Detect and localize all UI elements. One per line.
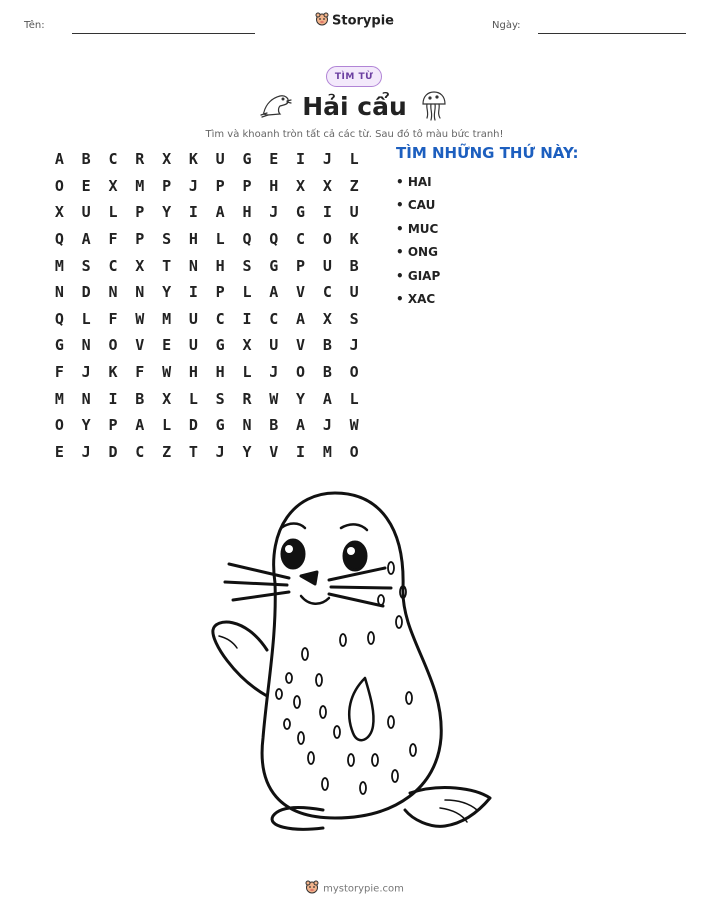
grid-letter: L bbox=[215, 230, 225, 249]
grid-letter: Q bbox=[54, 230, 64, 249]
activity-badge: TÌM TỪ bbox=[326, 66, 382, 87]
seal-coloring-illustration bbox=[205, 488, 505, 842]
grid-letter: S bbox=[81, 256, 91, 275]
grid-letter: H bbox=[242, 203, 252, 222]
grid-letter: D bbox=[81, 283, 91, 302]
grid-letter: F bbox=[54, 363, 64, 382]
grid-letter: E bbox=[54, 442, 64, 461]
grid-letter: H bbox=[269, 176, 279, 195]
grid-letter: E bbox=[269, 150, 279, 169]
grid-letter: Q bbox=[242, 230, 252, 249]
grid-letter: J bbox=[188, 176, 198, 195]
grid-letter: G bbox=[54, 336, 64, 355]
grid-letter: P bbox=[108, 416, 118, 435]
grid-letter: J bbox=[322, 416, 332, 435]
grid-letter: N bbox=[188, 256, 198, 275]
grid-row bbox=[46, 412, 368, 439]
word-item: • ONG bbox=[396, 245, 438, 260]
grid-row bbox=[46, 359, 368, 386]
grid-letter: N bbox=[135, 283, 145, 302]
grid-letter: W bbox=[162, 363, 172, 382]
grid-row bbox=[46, 226, 368, 253]
grid-letter: O bbox=[54, 176, 64, 195]
brand-name: Storypie bbox=[332, 13, 394, 29]
grid-letter: B bbox=[135, 389, 145, 408]
word-item: • XAC bbox=[396, 291, 436, 306]
grid-letter: J bbox=[81, 363, 91, 382]
grid-letter: A bbox=[322, 389, 332, 408]
grid-row bbox=[46, 306, 368, 333]
grid-letter: B bbox=[322, 336, 332, 355]
grid-letter: U bbox=[269, 336, 279, 355]
grid-letter: Y bbox=[162, 203, 172, 222]
grid-letter: U bbox=[349, 203, 359, 222]
grid-letter: Z bbox=[162, 442, 172, 461]
grid-row bbox=[46, 279, 368, 306]
grid-letter: U bbox=[188, 336, 198, 355]
grid-letter: L bbox=[108, 203, 118, 222]
grid-letter: V bbox=[135, 336, 145, 355]
grid-letter: C bbox=[296, 230, 306, 249]
grid-letter: C bbox=[108, 256, 118, 275]
grid-letter: R bbox=[135, 150, 145, 169]
grid-letter: B bbox=[269, 416, 279, 435]
grid-letter: N bbox=[81, 389, 91, 408]
grid-letter: I bbox=[188, 283, 198, 302]
grid-letter: I bbox=[188, 203, 198, 222]
brand-logo bbox=[0, 12, 709, 30]
grid-letter: M bbox=[54, 389, 64, 408]
grid-letter: S bbox=[162, 230, 172, 249]
grid-letter: S bbox=[215, 389, 225, 408]
grid-letter: U bbox=[322, 256, 332, 275]
grid-letter: W bbox=[135, 309, 145, 328]
grid-letter: J bbox=[269, 203, 279, 222]
grid-letter: V bbox=[269, 442, 279, 461]
grid-letter: C bbox=[135, 442, 145, 461]
grid-letter: V bbox=[296, 283, 306, 302]
grid-row bbox=[46, 199, 368, 226]
grid-letter: X bbox=[54, 203, 64, 222]
grid-letter: N bbox=[242, 416, 252, 435]
word-item: • HAI bbox=[396, 175, 432, 189]
grid-letter: T bbox=[188, 442, 198, 461]
footer bbox=[0, 880, 709, 897]
grid-letter: P bbox=[135, 203, 145, 222]
grid-letter: N bbox=[54, 283, 64, 302]
grid-letter: A bbox=[296, 309, 306, 328]
grid-letter: S bbox=[349, 309, 359, 328]
grid-letter: N bbox=[108, 283, 118, 302]
grid-letter: U bbox=[188, 309, 198, 328]
word-item: • MUC bbox=[396, 221, 439, 236]
grid-letter: B bbox=[81, 150, 91, 169]
date-label: Ngày: bbox=[492, 20, 521, 31]
grid-letter: P bbox=[215, 283, 225, 302]
grid-letter: M bbox=[135, 176, 145, 195]
grid-letter: X bbox=[322, 176, 332, 195]
grid-letter: P bbox=[296, 256, 306, 275]
grid-letter: D bbox=[188, 416, 198, 435]
grid-letter: P bbox=[162, 176, 172, 195]
grid-letter: X bbox=[296, 176, 306, 195]
grid-letter: J bbox=[322, 150, 332, 169]
grid-letter: X bbox=[162, 389, 172, 408]
grid-letter: I bbox=[296, 150, 306, 169]
grid-letter: X bbox=[135, 256, 145, 275]
grid-row bbox=[46, 252, 368, 279]
grid-letter: F bbox=[108, 309, 118, 328]
grid-letter: K bbox=[188, 150, 198, 169]
grid-letter: U bbox=[349, 283, 359, 302]
grid-letter: M bbox=[322, 442, 332, 461]
grid-letter: B bbox=[349, 256, 359, 275]
grid-letter: C bbox=[269, 309, 279, 328]
grid-letter: C bbox=[322, 283, 332, 302]
storypie-footer-logo-icon bbox=[305, 880, 319, 897]
grid-row bbox=[46, 439, 368, 466]
grid-letter: T bbox=[162, 256, 172, 275]
grid-letter: I bbox=[108, 389, 118, 408]
grid-letter: H bbox=[188, 363, 198, 382]
grid-letter: K bbox=[108, 363, 118, 382]
grid-letter: G bbox=[215, 336, 225, 355]
grid-letter: L bbox=[188, 389, 198, 408]
grid-row bbox=[46, 332, 368, 359]
storypie-logo-icon bbox=[315, 12, 329, 30]
name-label: Tên: bbox=[24, 20, 45, 31]
grid-letter: A bbox=[296, 416, 306, 435]
grid-letter: U bbox=[215, 150, 225, 169]
grid-letter: D bbox=[108, 442, 118, 461]
word-list bbox=[396, 171, 440, 311]
grid-letter: X bbox=[108, 176, 118, 195]
grid-letter: F bbox=[108, 230, 118, 249]
grid-letter: A bbox=[81, 230, 91, 249]
grid-letter: S bbox=[242, 256, 252, 275]
grid-letter: J bbox=[215, 442, 225, 461]
grid-row bbox=[46, 173, 368, 200]
grid-letter: Q bbox=[54, 309, 64, 328]
instructions: Tìm và khoanh tròn tất cả các từ. Sau đó tô màu bức tranh! bbox=[205, 129, 504, 140]
grid-letter: M bbox=[54, 256, 64, 275]
grid-letter: E bbox=[81, 176, 91, 195]
grid-letter: L bbox=[349, 389, 359, 408]
grid-letter: H bbox=[215, 256, 225, 275]
grid-letter: A bbox=[269, 283, 279, 302]
grid-letter: L bbox=[242, 283, 252, 302]
grid-letter: M bbox=[162, 309, 172, 328]
grid-letter: Y bbox=[296, 389, 306, 408]
grid-letter: H bbox=[215, 363, 225, 382]
grid-letter: O bbox=[322, 230, 332, 249]
grid-letter: U bbox=[81, 203, 91, 222]
grid-letter: X bbox=[162, 150, 172, 169]
grid-letter: Y bbox=[81, 416, 91, 435]
grid-letter: I bbox=[242, 309, 252, 328]
grid-letter: G bbox=[296, 203, 306, 222]
grid-letter: E bbox=[162, 336, 172, 355]
grid-letter: L bbox=[81, 309, 91, 328]
footer-url: mystorypie.com bbox=[323, 883, 404, 895]
grid-letter: A bbox=[135, 416, 145, 435]
grid-letter: P bbox=[215, 176, 225, 195]
grid-row bbox=[46, 146, 368, 173]
grid-letter: H bbox=[188, 230, 198, 249]
grid-letter: X bbox=[322, 309, 332, 328]
grid-letter: V bbox=[296, 336, 306, 355]
grid-letter: J bbox=[81, 442, 91, 461]
grid-letter: A bbox=[215, 203, 225, 222]
grid-letter: O bbox=[296, 363, 306, 382]
grid-letter: I bbox=[322, 203, 332, 222]
word-list-title: TÌM NHỮNG THỨ NÀY: bbox=[396, 144, 579, 162]
grid-letter: I bbox=[296, 442, 306, 461]
grid-letter: L bbox=[242, 363, 252, 382]
grid-letter: J bbox=[269, 363, 279, 382]
grid-letter: O bbox=[108, 336, 118, 355]
grid-letter: C bbox=[108, 150, 118, 169]
grid-letter: R bbox=[242, 389, 252, 408]
grid-letter: P bbox=[242, 176, 252, 195]
word-search-grid bbox=[46, 146, 368, 465]
word-item: • CAU bbox=[396, 198, 436, 213]
grid-letter: X bbox=[242, 336, 252, 355]
page-title: Hải cẩu bbox=[302, 92, 407, 121]
grid-letter: O bbox=[54, 416, 64, 435]
grid-letter: W bbox=[349, 416, 359, 435]
grid-letter: L bbox=[349, 150, 359, 169]
jellyfish-doodle-icon bbox=[420, 90, 448, 126]
grid-letter: F bbox=[135, 363, 145, 382]
grid-letter: Q bbox=[269, 230, 279, 249]
name-line bbox=[72, 33, 255, 34]
grid-letter: C bbox=[215, 309, 225, 328]
grid-letter: Z bbox=[349, 176, 359, 195]
grid-letter: G bbox=[215, 416, 225, 435]
grid-letter: O bbox=[349, 363, 359, 382]
grid-letter: J bbox=[349, 336, 359, 355]
grid-letter: O bbox=[349, 442, 359, 461]
word-item: • GIAP bbox=[396, 268, 441, 283]
grid-row bbox=[46, 385, 368, 412]
date-line bbox=[538, 33, 686, 34]
grid-letter: N bbox=[81, 336, 91, 355]
grid-letter: L bbox=[162, 416, 172, 435]
grid-letter: B bbox=[322, 363, 332, 382]
grid-letter: G bbox=[269, 256, 279, 275]
grid-letter: P bbox=[135, 230, 145, 249]
grid-letter: Y bbox=[242, 442, 252, 461]
grid-letter: G bbox=[242, 150, 252, 169]
grid-letter: K bbox=[349, 230, 359, 249]
grid-letter: Y bbox=[162, 283, 172, 302]
grid-letter: W bbox=[269, 389, 279, 408]
grid-letter: A bbox=[54, 150, 64, 169]
